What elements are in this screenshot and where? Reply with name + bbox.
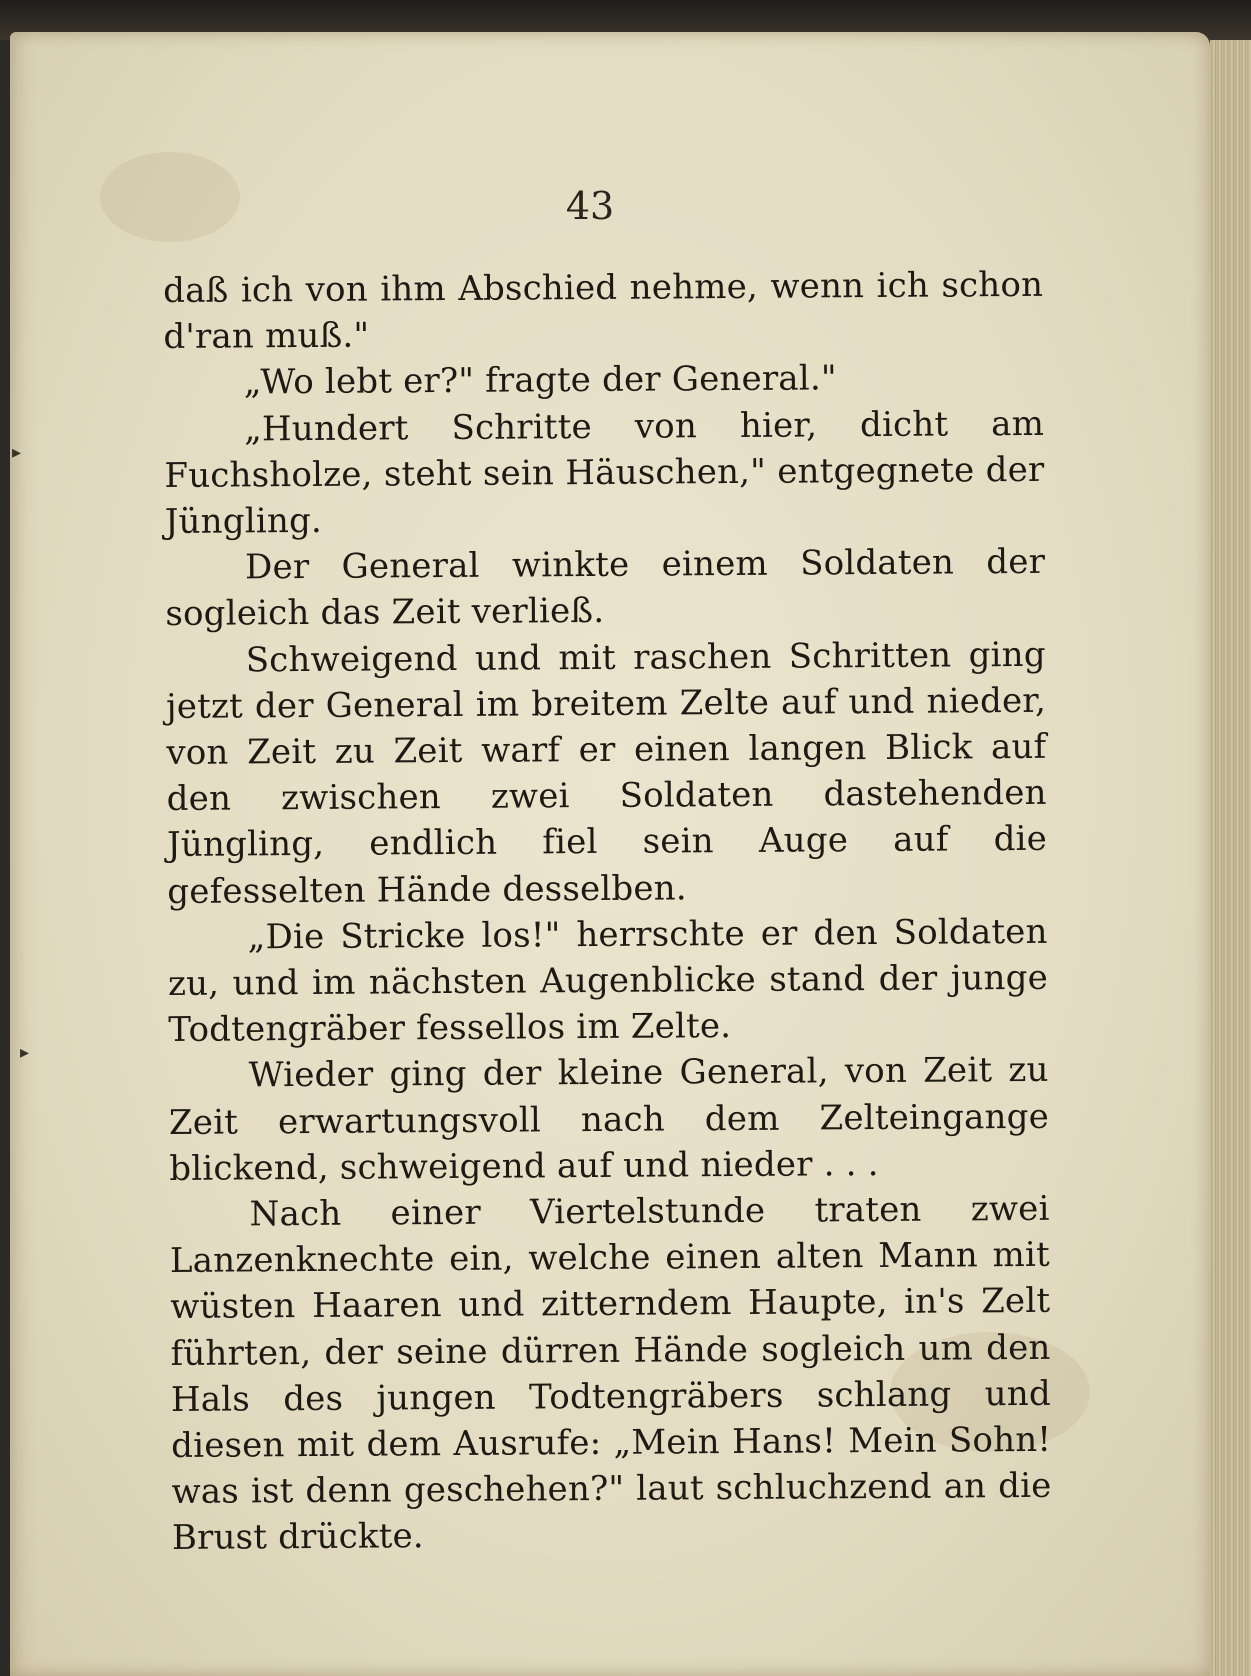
page-number: 43 bbox=[565, 184, 615, 228]
margin-mark: ▸ bbox=[20, 1042, 30, 1063]
paper-stain bbox=[100, 152, 240, 242]
margin-mark: ▸ bbox=[12, 442, 22, 463]
paragraph: Wieder ging der kleine General, von Zeit zu Zeit erwartungsvoll nach dem Zelteingange blickend, schweigend auf und nieder . . . bbox=[168, 1050, 1050, 1189]
paragraph: Schweigend und mit raschen Schritten ging jetzt der General im breitem Zelte auf und nieder, von Zeit zu Zeit warf er einen langen Blick auf den zwischen zwei Soldaten dastehenden Jüngling, endlich fiel sein Auge auf die gefesselten Hände desselben. bbox=[165, 634, 1048, 912]
paragraph: Nach einer Viertelstunde traten zwei Lanzenknechte ein, welche einen alten Mann mit wüsten Haaren und zitterndem Haupte, in's Zelt führten, der seine dürren Hände sogleich um den Hals des jungen Todtengräbers schlang und diesen mit dem Ausrufe: „Mein Hans! Mein Sohn! was ist denn geschehen?" laut schluchzend an die Brust drückte. bbox=[169, 1188, 1052, 1559]
page-edges bbox=[1210, 40, 1251, 1676]
paragraph: daß ich von ihm Abschied nehme, wenn ich schon d'ran muß." bbox=[163, 264, 1044, 358]
paragraph: „Hundert Schritte von hier, dicht am Fuchsholze, steht sein Häuschen," entgegnete der Jüngling. bbox=[164, 403, 1045, 543]
body-text bbox=[163, 262, 1052, 1562]
paragraph: Der General winkte einem Soldaten der sogleich das Zeit verließ. bbox=[165, 542, 1046, 635]
paragraph: „Wo lebt er?" fragte der General." bbox=[243, 358, 837, 403]
paragraph: „Die Stricke los!" herrschte er den Soldaten zu, und im nächsten Augenblicke stand der junge Todtengräber fessellos im Zelte. bbox=[167, 911, 1049, 1051]
